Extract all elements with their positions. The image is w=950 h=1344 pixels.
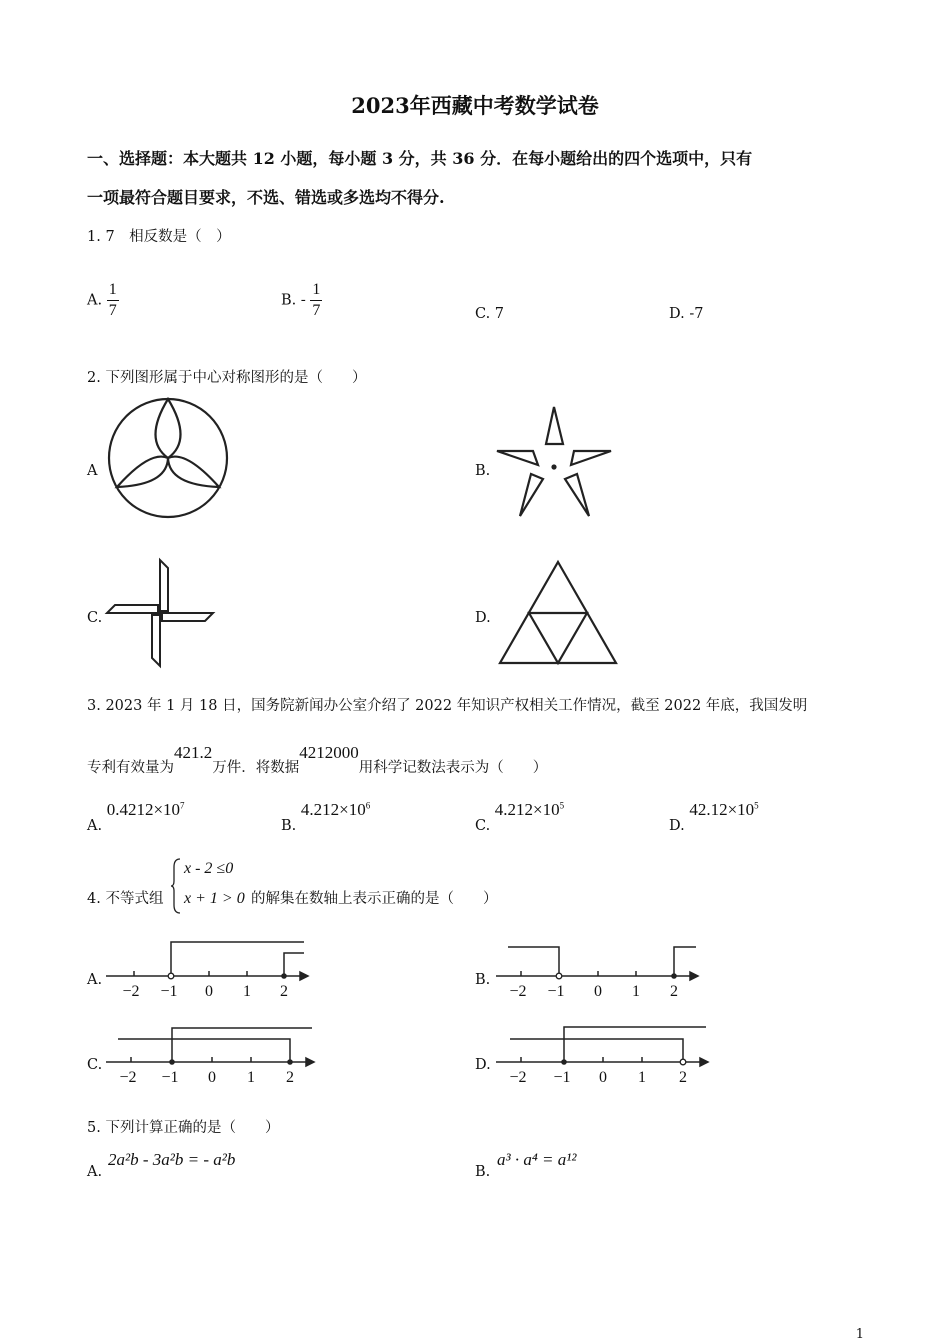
tick-label: −1: [547, 983, 565, 1000]
q3-text-part1: 专利有效量为: [87, 760, 174, 776]
q4-inequality-1: [184, 860, 233, 878]
minus-sign: -: [300, 292, 306, 308]
tick-label: 2: [286, 1069, 294, 1086]
inequality-text: x + 1 > 0: [184, 890, 245, 907]
tick-label: 2: [679, 1069, 687, 1086]
q5-option-b-expression: a³ · a⁴ = a¹²: [497, 1150, 577, 1169]
q2-label-b: B.: [475, 463, 491, 479]
q3-text-part3: 用科学记数法表示为（ ）: [358, 760, 548, 776]
q2-label-d: D.: [475, 610, 491, 626]
fraction-numerator: 1: [107, 280, 119, 301]
q3-option-d-value: [689, 800, 758, 819]
section-heading-line1: 一、选择题：本大题共 12 小题，每小题 3 分，共 36 分．在每小题给出的四个选项中，只有: [87, 149, 753, 168]
q4-suffix: 的解集在数轴上表示正确的是（ ）: [251, 891, 498, 907]
q3-option-c-label: C.: [475, 818, 491, 834]
tick-label: −2: [509, 983, 527, 1000]
tick-label: −2: [119, 1069, 137, 1086]
q5-option-b-label: B.: [475, 1164, 491, 1180]
q1-option-c: C. 7: [475, 306, 505, 322]
tick-label: 1: [632, 983, 640, 1000]
exponent: 7: [180, 800, 185, 811]
q2-figure-a-trefoil-circle: [105, 395, 233, 523]
base: ×10: [533, 800, 560, 819]
fraction-numerator: 1: [310, 280, 322, 301]
q5-option-a-label: A.: [87, 1164, 103, 1180]
base: ×10: [727, 800, 755, 819]
tick-label: −1: [161, 1069, 179, 1086]
q3-option-d: [669, 800, 759, 834]
q2-figure-c-pinwheel: [105, 558, 217, 668]
q4-number-line-b: [494, 938, 704, 1000]
tick-label: 0: [208, 1069, 216, 1086]
tick-label: 1: [638, 1069, 646, 1086]
tick-label: 0: [599, 1069, 607, 1086]
section-heading-line2: 一项最符合题目要求，不选、错选或多选均不得分.: [87, 188, 445, 207]
inequality-text: x - 2 ≤0: [184, 860, 234, 877]
fraction-denominator: 7: [312, 302, 321, 319]
tick-label: 0: [205, 983, 213, 1000]
exponent: 5: [559, 800, 565, 811]
q3-option-a: [87, 800, 185, 834]
q3-option-b-value: [301, 800, 370, 819]
tick-label: −2: [509, 1069, 527, 1086]
q1-stem: 1. 7 相反数是（ ）: [87, 229, 231, 245]
tick-label: −2: [122, 983, 140, 1000]
q3-option-c-value: [495, 800, 564, 819]
mantissa: 42.12: [689, 800, 728, 819]
q3-stem-line1: 3. 2023 年 1 月 18 日，国务院新闻办公室介绍了 2022 年知识产权相关工作情况，截至 2022 年底，我国发明: [87, 698, 808, 714]
page-number: 1: [855, 1327, 864, 1342]
q3-number-2: 4212000: [299, 743, 359, 762]
tick-label: 1: [247, 1069, 255, 1086]
mantissa: 4.212: [300, 800, 340, 819]
q1-option-b-label: B.: [281, 292, 297, 309]
q5-stem: 5. 下列计算正确的是（ ）: [87, 1120, 280, 1136]
q1-option-b: [281, 280, 322, 321]
q2-figure-d-triforce: [496, 558, 620, 668]
q4-label-a: A.: [87, 972, 103, 988]
q1-option-b-fraction: [310, 280, 322, 321]
q4-number-line-a: [104, 938, 314, 1000]
q1-option-a-label: A.: [87, 292, 103, 309]
q4-label-d: D.: [475, 1057, 491, 1073]
mantissa: 4.212: [494, 800, 534, 819]
q2-stem: 2. 下列图形属于中心对称图形的是（ ）: [87, 370, 367, 386]
fraction-denominator: 7: [108, 302, 117, 319]
q3-number-1: 421.2: [174, 743, 213, 762]
tick-label: −1: [553, 1069, 571, 1086]
q3-option-a-label: A.: [87, 818, 103, 834]
q3-option-b-label: B.: [281, 818, 297, 834]
q4-inequality-2: [184, 890, 245, 908]
q1-option-a-fraction: [107, 280, 119, 321]
q3-option-b: [281, 800, 371, 834]
base: ×10: [339, 800, 366, 819]
q5-option-a-expression: 2a²b - 3a²b = - a²b: [108, 1150, 236, 1169]
q3-option-d-label: D.: [669, 818, 685, 834]
tick-label: 1: [243, 983, 251, 1000]
q2-figure-b-broken-star: [493, 403, 615, 521]
q3-option-a-value: [107, 800, 185, 819]
tick-label: 2: [670, 983, 678, 1000]
q3-text-part2: 万件．将数据: [212, 760, 300, 776]
q2-label-a: A: [87, 463, 98, 479]
q4-number-line-c: [104, 1023, 322, 1085]
q3-option-c: [475, 800, 565, 834]
center-dot: [551, 464, 556, 469]
tick-label: 0: [594, 983, 602, 1000]
q3-stem-line2: [87, 742, 548, 776]
left-brace: [170, 857, 182, 915]
base: ×10: [153, 800, 181, 819]
tick-label: 2: [280, 983, 288, 1000]
tick-label: −1: [160, 983, 178, 1000]
page-title: 2023年西藏中考数学试卷: [351, 93, 599, 118]
q4-prefix: 4. 不等式组: [87, 891, 164, 907]
q4-number-line-d: [494, 1023, 712, 1085]
exponent: 5: [754, 800, 759, 811]
q2-label-c: C.: [87, 610, 103, 626]
q1-option-a: [87, 280, 119, 321]
center-dot: [157, 610, 162, 615]
q4-label-b: B.: [475, 972, 491, 988]
q4-label-c: C.: [87, 1057, 103, 1073]
mantissa: 0.4212: [106, 800, 154, 819]
q1-option-d: D. -7: [669, 306, 704, 322]
exponent: 6: [365, 800, 371, 811]
